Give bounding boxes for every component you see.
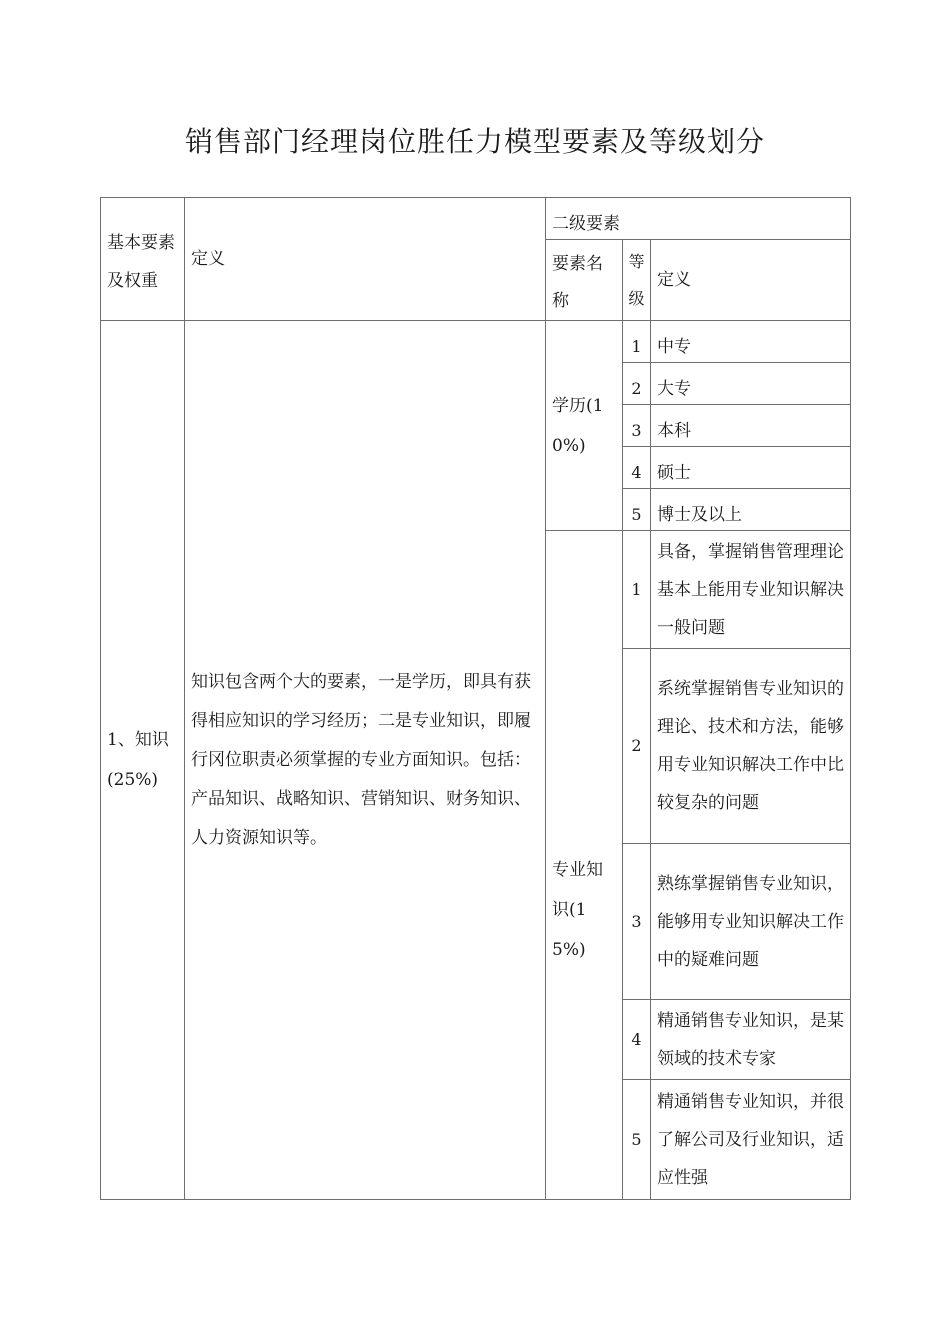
- header-level-definition: 定义: [651, 240, 851, 321]
- level-definition: 大专: [651, 363, 851, 405]
- section-name: 1、知识(25%): [101, 321, 185, 1200]
- level-number: 4: [623, 1000, 651, 1080]
- level-number: 1: [623, 321, 651, 363]
- sub-element-professional: 专业知识(15%): [546, 531, 623, 1200]
- header-definition: 定义: [185, 198, 546, 321]
- section-definition: 知识包含两个大的要素，一是学历，即具有获得相应知识的学习经历；二是专业知识，即履行冈位职责必须掌握的专业方面知识。包括：产品知识、战略知识、营销知识、财务知识、人力资源知识等。: [185, 321, 546, 1200]
- level-definition: 博士及以上: [651, 489, 851, 531]
- level-number: 2: [623, 363, 651, 405]
- header-level: 等级: [623, 240, 651, 321]
- level-number: 5: [623, 489, 651, 531]
- level-definition: 精通销售专业知识，是某领域的技术专家: [651, 1000, 851, 1080]
- level-definition: 本科: [651, 405, 851, 447]
- level-number: 3: [623, 405, 651, 447]
- level-number: 4: [623, 447, 651, 489]
- level-number: 3: [623, 844, 651, 1000]
- header-basic-element: 基本要素 及权重: [101, 198, 185, 321]
- level-definition: 精通销售专业知识，并很了解公司及行业知识，适应性强: [651, 1080, 851, 1200]
- level-definition: 系统掌握销售专业知识的理论、技术和方法，能够用专业知识解决工作中比较复杂的问题: [651, 649, 851, 844]
- header-secondary-element: 二级要素: [546, 198, 851, 240]
- level-definition: 具备，掌握销售管理理论基本上能用专业知识解决一般问题: [651, 531, 851, 649]
- level-definition: 硕士: [651, 447, 851, 489]
- level-definition: 中专: [651, 321, 851, 363]
- level-definition: 熟练掌握销售专业知识，能够用专业知识解决工作中的疑难问题: [651, 844, 851, 1000]
- level-number: 1: [623, 531, 651, 649]
- sub-element-education: 学历(10%): [546, 321, 623, 531]
- page-title: 销售部门经理岗位胜任力模型要素及等级划分: [184, 125, 765, 158]
- level-number: 5: [623, 1080, 651, 1200]
- level-number: 2: [623, 649, 651, 844]
- header-element-name: 要素名称: [546, 240, 623, 321]
- competency-table: [100, 197, 851, 1200]
